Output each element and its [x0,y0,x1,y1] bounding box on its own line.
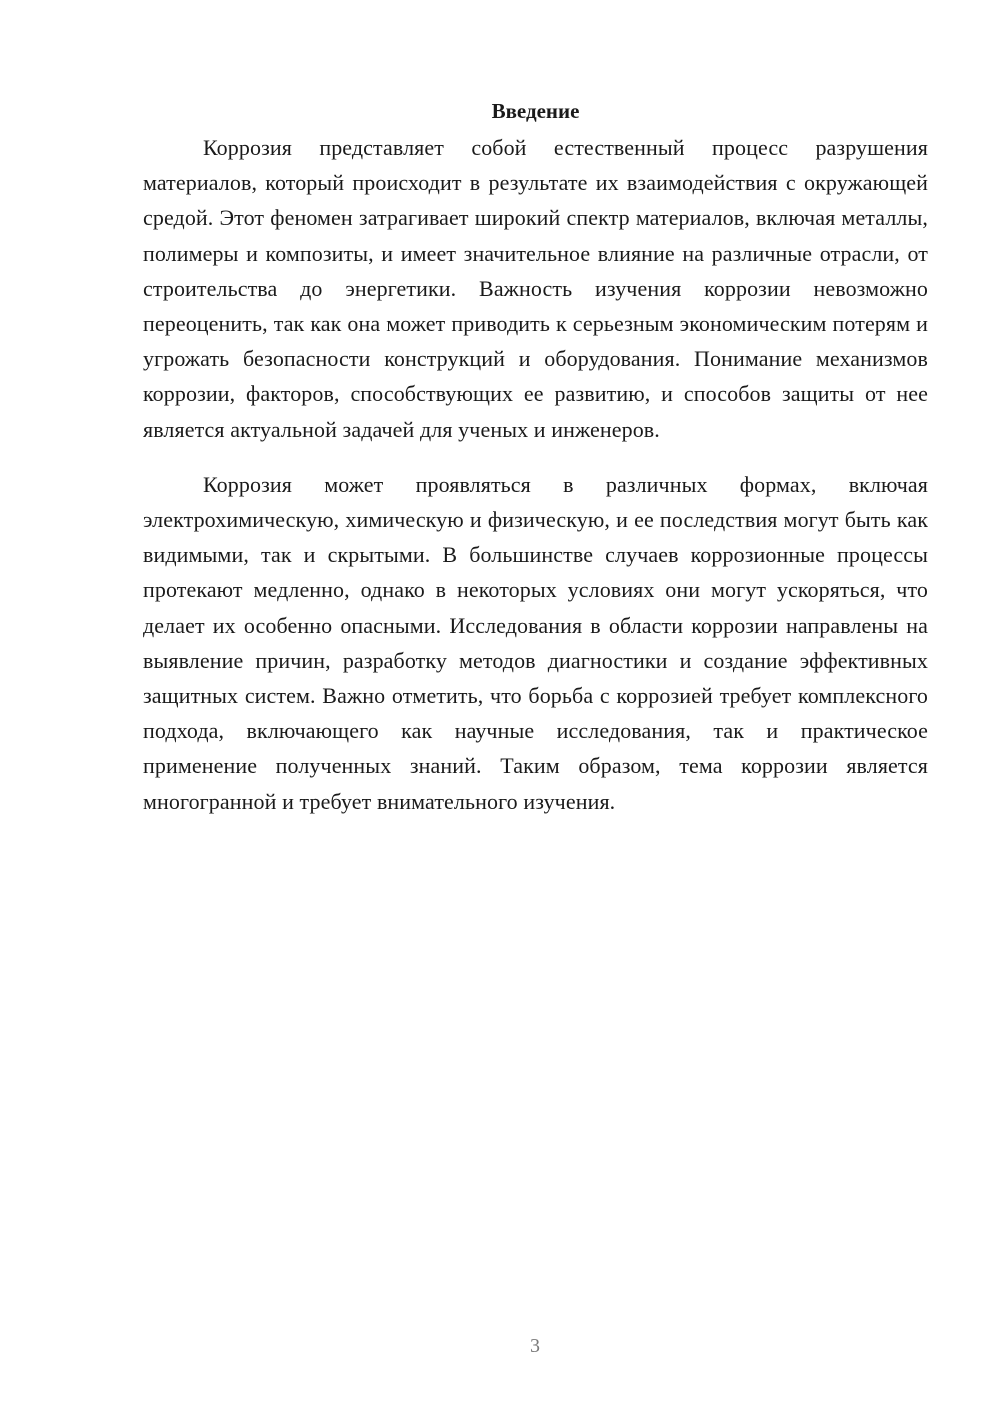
page-content [143,92,928,819]
paragraph-1: Коррозия представляет собой естественный процесс разрушения материалов, который происходит в результате их взаимодействия с окружающей средой. Этот феномен затрагивает широкий спектр материалов, включая металлы, полимеры и композиты, и имеет значительное влияние на различные отрасли, от строительства до энергетики. Важность изучения коррозии невозможно переоценить, так как она может приводить к серьезным экономическим потерям и угрожать безопасности конструкций и оборудования. Понимание механизмов коррозии, факторов, способствующих ее развитию, и способов защиты от нее является актуальной задачей для ученых и инженеров. [143,135,928,442]
page-number: 3 [530,1335,540,1357]
paragraph-2: Коррозия может проявляться в различных формах, включая электрохимическую, химическую и физическую, и ее последствия могут быть как видимыми, так и скрытыми. В большинстве случаев коррозионные процессы протекают медленно, однако в некоторых условиях они могут ускоряться, что делает их особенно опасными. Исследования в области коррозии направлены на выявление причин, разработку методов диагностики и создание эффективных защитных систем. Важно отметить, что борьба с коррозией требует комплексного подхода, включающего как научные исследования, так и практическое применение полученных знаний. Таким образом, тема коррозии является многогранной и требует внимательного изучения. [143,471,928,814]
section-title: Введение [491,99,580,123]
